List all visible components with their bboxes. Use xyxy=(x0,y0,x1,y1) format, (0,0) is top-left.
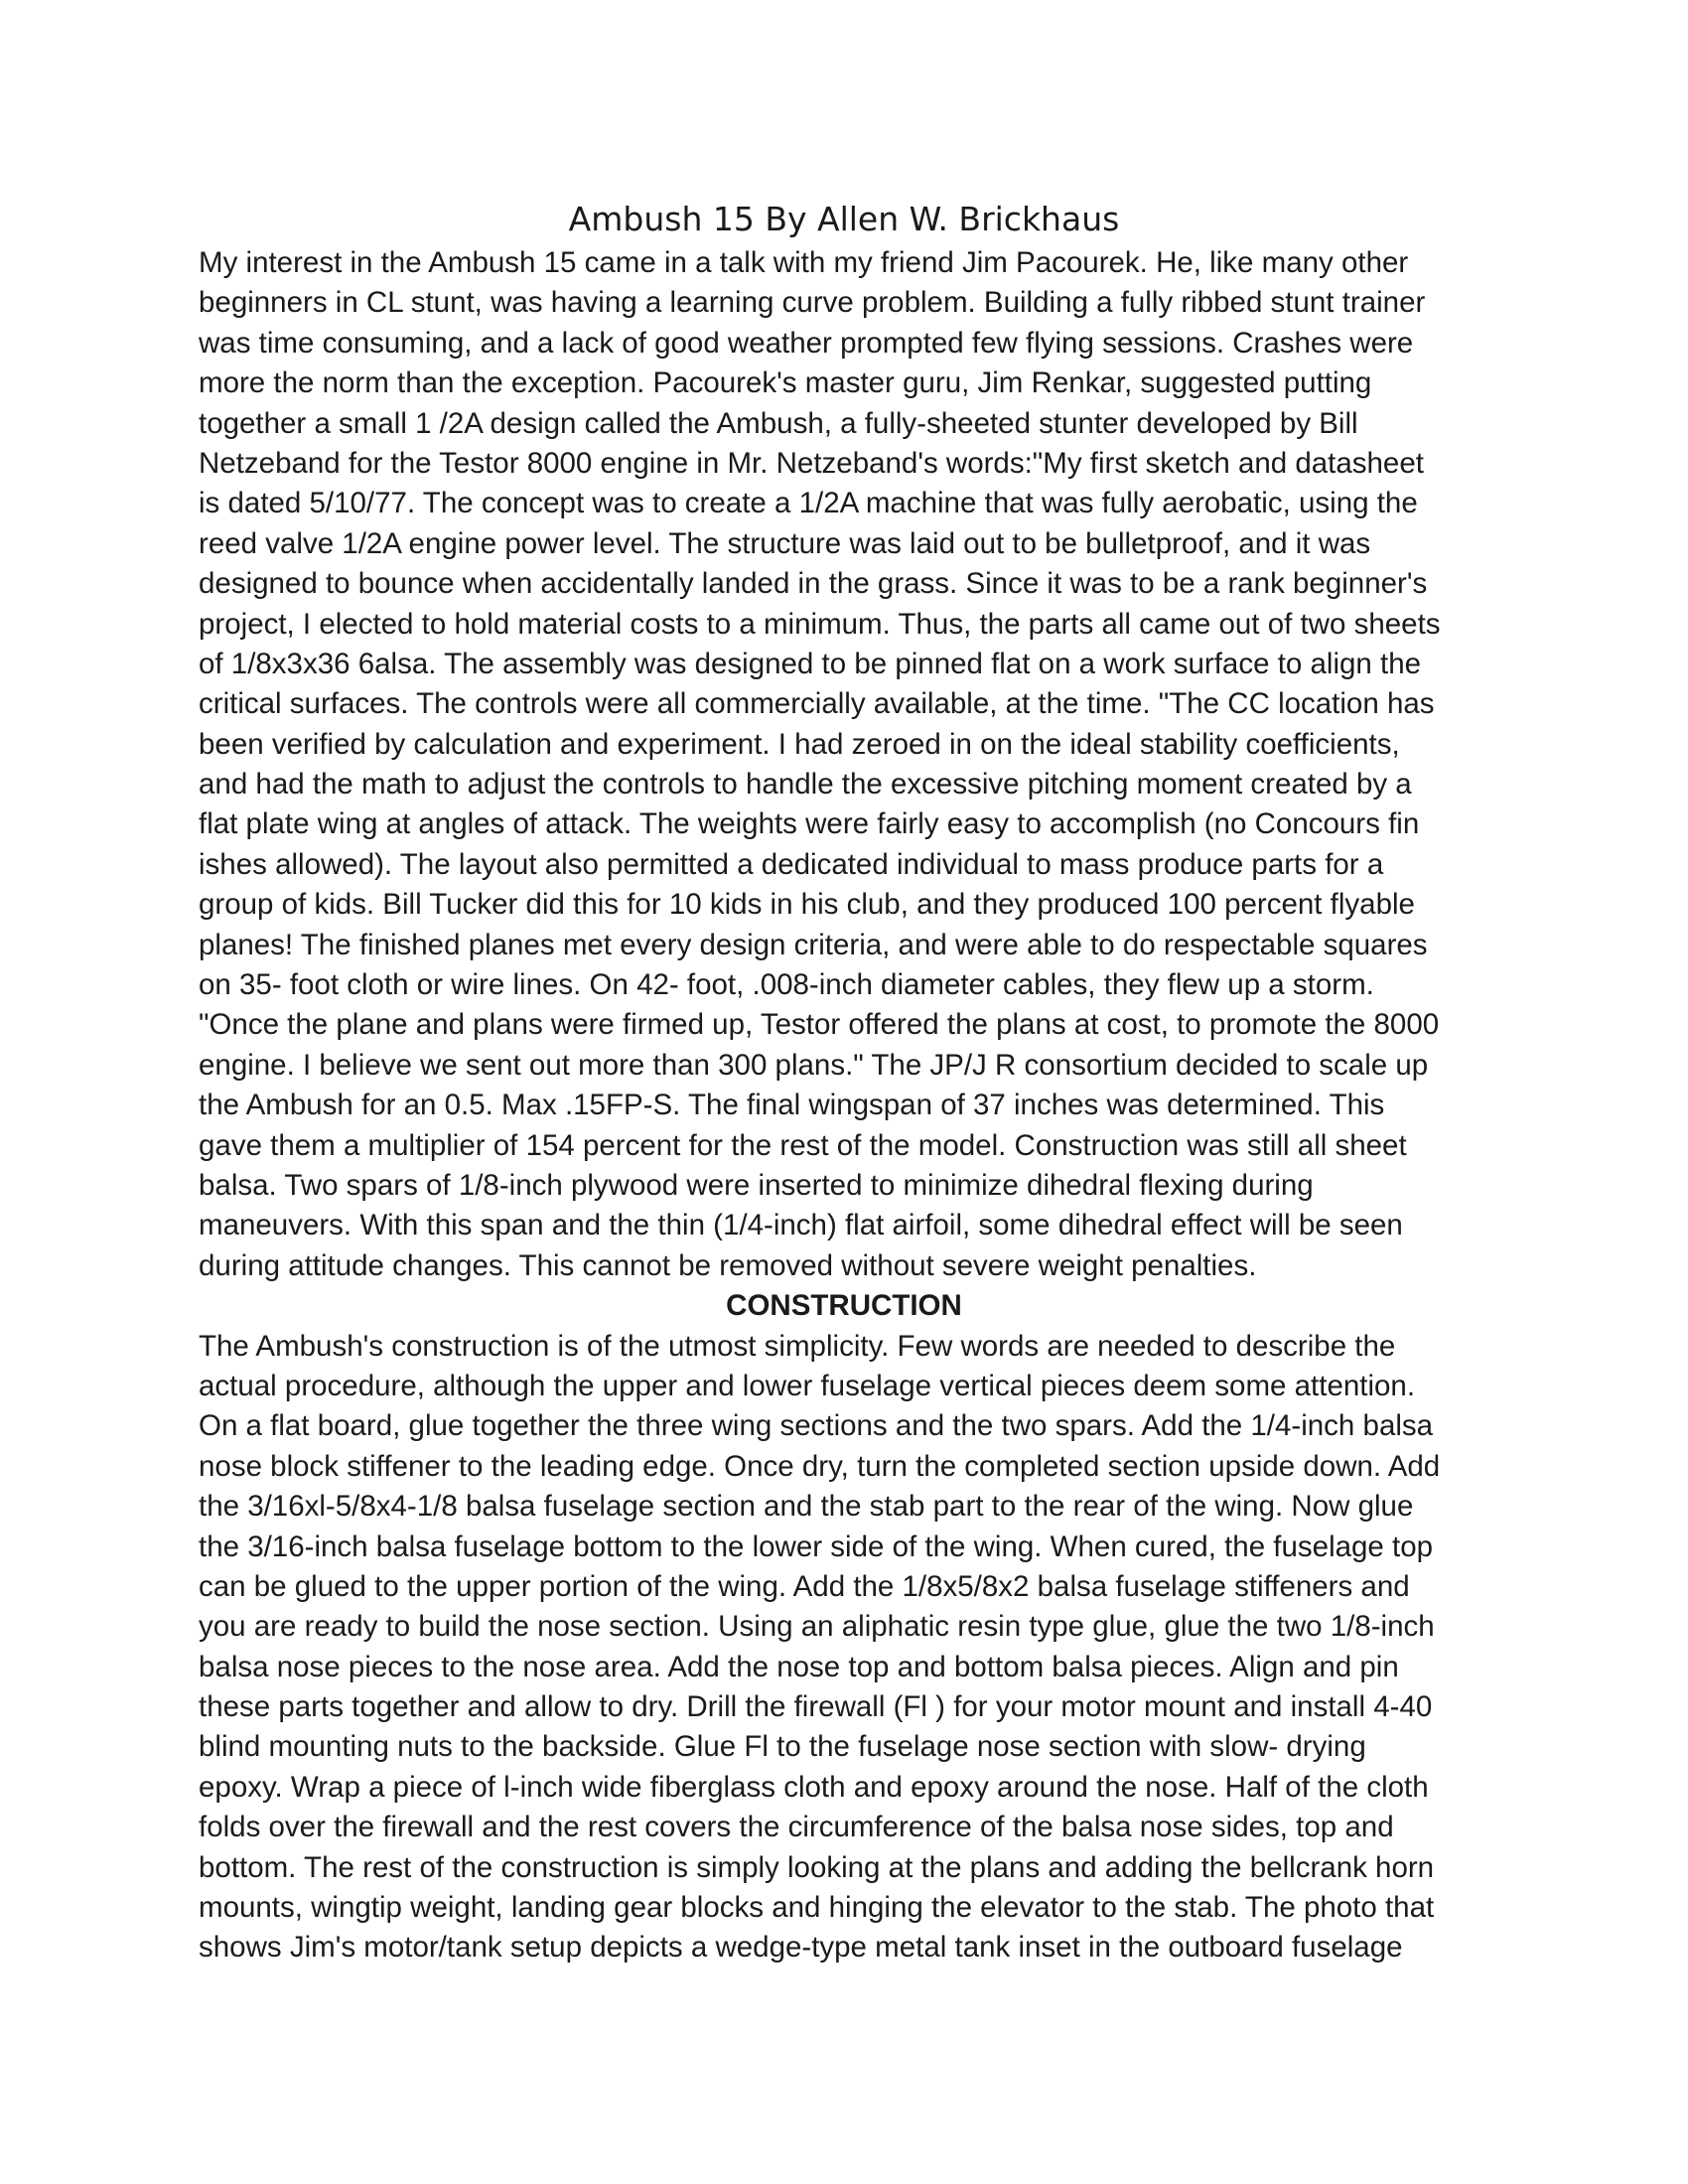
text-line: group of kids. Bill Tucker did this for 10 kids in his club, and they produced 100 percent flyable xyxy=(199,888,1415,922)
text-line: project, I elected to hold material costs to a minimum. Thus, the parts all came out of two sheets xyxy=(199,607,1441,641)
text-line: shows Jim's motor/tank setup depicts a wedge-type metal tank inset in the outboard fuselage xyxy=(199,1931,1403,1965)
text-line: mounts, wingtip weight, landing gear blocks and hinging the elevator to the stab. The photo that xyxy=(199,1891,1435,1925)
text-line: and had the math to adjust the controls to handle the excessive pitching moment created by a xyxy=(199,768,1412,801)
text-line: "Once the plane and plans were firmed up, Testor offered the plans at cost, to promote the 8000 xyxy=(199,1008,1440,1042)
text-line: can be glued to the upper portion of the wing. Add the 1/8x5/8x2 balsa fuselage stiffeners and xyxy=(199,1569,1410,1603)
intro-paragraph xyxy=(199,243,1509,1286)
text-line: maneuvers. With this span and the thin (1/4-inch) flat airfoil, some dihedral effect will be seen xyxy=(199,1209,1403,1242)
text-line: was time consuming, and a lack of good weather prompted few flying sessions. Crashes were xyxy=(199,326,1414,360)
text-line: the 3/16-inch balsa fuselage bottom to the lower side of the wing. When cured, the fuselage top xyxy=(199,1529,1434,1563)
text-line: critical surfaces. The controls were all commercially available, at the time. "The CC location has xyxy=(199,687,1435,721)
text-line: Netzeband for the Testor 8000 engine in Mr. Netzeband's words:"My first sketch and datasheet xyxy=(199,446,1424,480)
text-line: designed to bounce when accidentally landed in the grass. Since it was to be a rank beginner's xyxy=(199,567,1428,601)
construction-paragraph xyxy=(199,1327,1509,1968)
text-line: balsa nose pieces to the nose area. Add the nose top and bottom balsa pieces. Align and pin xyxy=(199,1650,1399,1683)
text-line: My interest in the Ambush 15 came in a talk with my friend Jim Pacourek. He, like many other xyxy=(199,246,1409,279)
text-line: balsa. Two spars of 1/8-inch plywood were inserted to minimize dihedral flexing during xyxy=(199,1168,1314,1202)
text-line: of 1/8x3x36 6alsa. The assembly was designed to be pinned flat on a work surface to align the xyxy=(199,647,1422,680)
text-line: gave them a multiplier of 154 percent for the rest of the model. Construction was still all sheet xyxy=(199,1128,1407,1162)
construction-heading: CONSTRUCTION xyxy=(726,1289,962,1323)
text-line: planes! The finished planes met every design criteria, and were able to do respectable squares xyxy=(199,928,1428,961)
article-body xyxy=(199,243,1509,1968)
text-line: blind mounting nuts to the backside. Glue Fl to the fuselage nose section with slow- drying xyxy=(199,1730,1366,1764)
text-line: more the norm than the exception. Pacourek's master guru, Jim Renkar, suggested putting xyxy=(199,366,1372,400)
text-line: these parts together and allow to dry. Drill the firewall (Fl ) for your motor mount and install 4-40 xyxy=(199,1690,1433,1724)
text-line: epoxy. Wrap a piece of l-inch wide fiberglass cloth and epoxy around the nose. Half of the cloth xyxy=(199,1770,1429,1804)
text-line: The Ambush's construction is of the utmost simplicity. Few words are needed to describe the xyxy=(199,1329,1396,1363)
text-line: actual procedure, although the upper and lower fuselage vertical pieces deem some attention. xyxy=(199,1369,1416,1402)
text-line: engine. I believe we sent out more than 300 plans." The JP/J R consortium decided to scale up xyxy=(199,1048,1429,1082)
text-line: nose block stiffener to the leading edge. Once dry, turn the completed section upside down. Add xyxy=(199,1449,1441,1483)
text-line: beginners in CL stunt, was having a learning curve problem. Building a fully ribbed stunt trainer xyxy=(199,286,1426,320)
text-line: the 3/16xl-5/8x4-1/8 balsa fuselage section and the stab part to the rear of the wing. Now glue xyxy=(199,1490,1414,1524)
text-line: been verified by calculation and experiment. I had zeroed in on the ideal stability coefficients, xyxy=(199,727,1400,761)
text-line: the Ambush for an 0.5. Max .15FP-S. The final wingspan of 37 inches was determined. This xyxy=(199,1089,1385,1122)
text-line: you are ready to build the nose section. Using an aliphatic resin type glue, glue the two 1/8-inch xyxy=(199,1610,1435,1644)
text-line: bottom. The rest of the construction is simply looking at the plans and adding the bellcrank horn xyxy=(199,1850,1435,1884)
text-line: during attitude changes. This cannot be removed without severe weight penalties. xyxy=(199,1248,1257,1282)
text-line: together a small 1 /2A design called the Ambush, a fully-sheeted stunter developed by Bill xyxy=(199,406,1358,440)
text-line: reed valve 1/2A engine power level. The structure was laid out to be bulletproof, and it was xyxy=(199,526,1371,560)
article-title: Ambush 15 By Allen W. Brickhaus xyxy=(568,200,1120,238)
text-line: on 35- foot cloth or wire lines. On 42- foot, .008-inch diameter cables, they flew up a storm. xyxy=(199,968,1374,1002)
text-line: On a flat board, glue together the three wing sections and the two spars. Add the 1/4-inch balsa xyxy=(199,1409,1434,1443)
text-line: ishes allowed). The layout also permitted a dedicated individual to mass produce parts for a xyxy=(199,847,1384,881)
text-line: folds over the firewall and the rest covers the circumference of the balsa nose sides, top and xyxy=(199,1811,1394,1844)
text-line: is dated 5/10/77. The concept was to create a 1/2A machine that was fully aerobatic, using the xyxy=(199,487,1418,520)
text-line: flat plate wing at angles of attack. The weights were fairly easy to accomplish (no Concours fin xyxy=(199,807,1420,841)
